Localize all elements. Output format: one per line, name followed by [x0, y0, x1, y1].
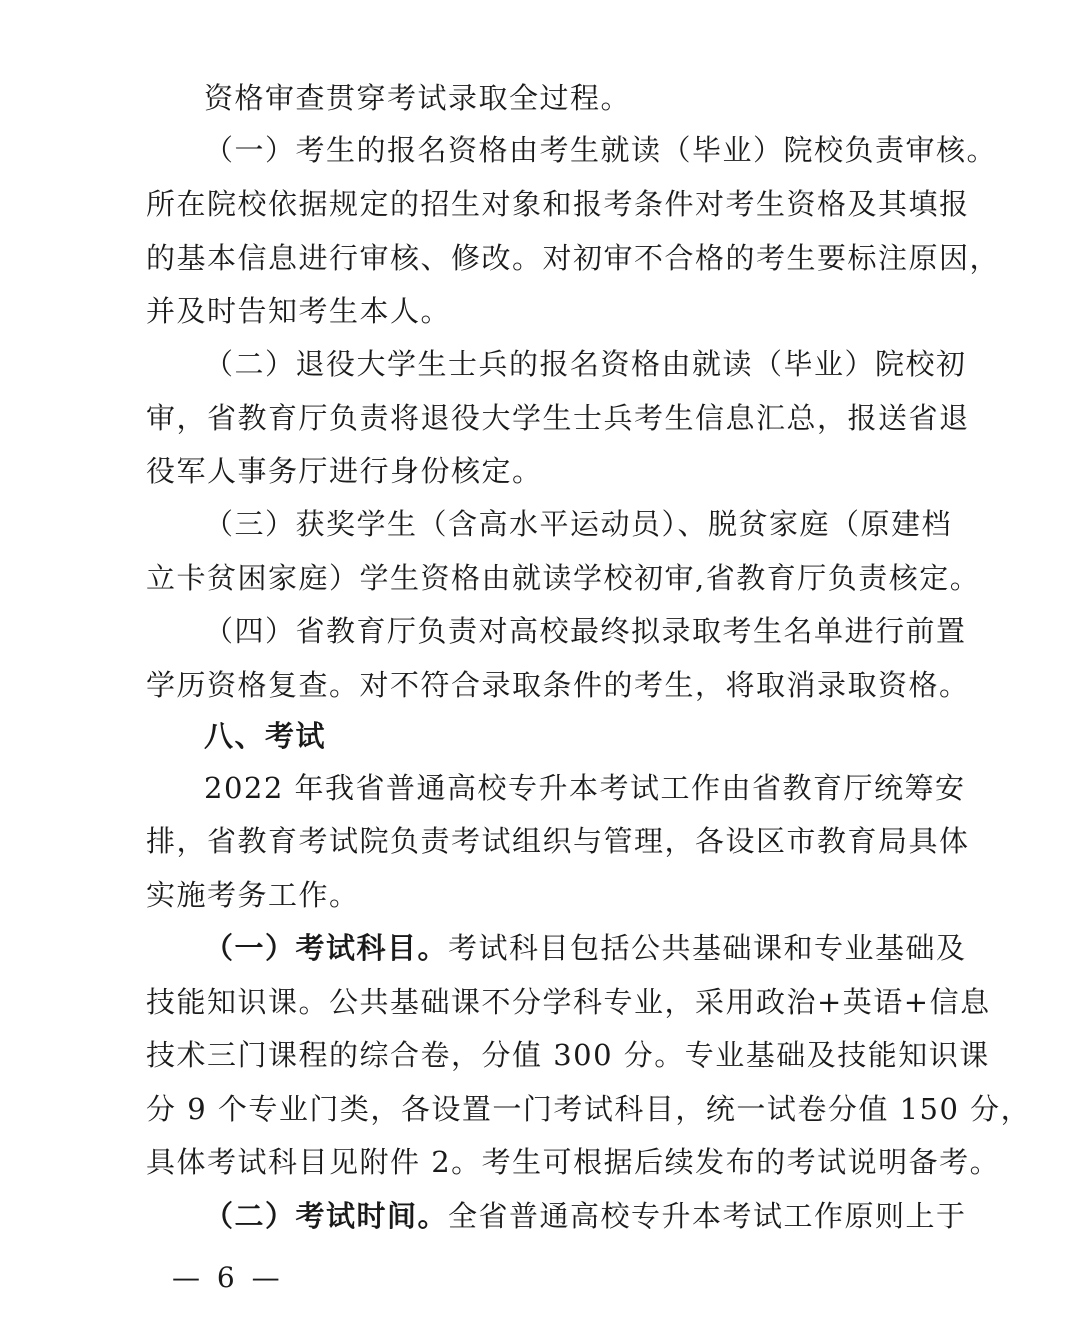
bold-lead-exam-subjects: （一）考试科目。: [204, 931, 449, 965]
paragraph-line: 并及时告知考生本人。: [146, 294, 452, 328]
section-heading: 八、考试: [204, 719, 327, 753]
paragraph-line: 具体考试科目见附件 2。考生可根据后续发布的考试说明备考。: [146, 1145, 1001, 1179]
paragraph-line: [204, 928, 967, 968]
paragraph-line: 的基本信息进行审核、修改。对初审不合格的考生要标注原因，: [146, 241, 1001, 275]
paragraph-line: [204, 1196, 967, 1236]
paragraph-line: （三）获奖学生（含高水平运动员）、脱贫家庭（原建档: [204, 507, 953, 541]
paragraph-text: 全省普通高校专升本考试工作原则上于: [448, 1199, 967, 1233]
paragraph-line: 立卡贫困家庭）学生资格由就读学校初审,省教育厅负责核定。: [146, 561, 981, 595]
paragraph-line: 所在院校依据规定的招生对象和报考条件对考生资格及其填报: [146, 187, 970, 221]
paragraph-line: （四）省教育厅负责对高校最终拟录取考生名单进行前置: [204, 614, 967, 648]
paragraph-text: 考试科目包括公共基础课和专业基础及: [448, 931, 967, 965]
paragraph-line: 技能知识课。公共基础课不分学科专业，采用政治+英语+信息: [146, 985, 991, 1019]
paragraph-line: 实施考务工作。: [146, 878, 360, 912]
paragraph-line: 分 9 个专业门类，各设置一门考试科目，统一试卷分值 150 分，: [146, 1092, 1032, 1126]
paragraph-line: （二）退役大学生士兵的报名资格由就读（毕业）院校初: [204, 347, 967, 381]
paragraph-line: 审，省教育厅负责将退役大学生士兵考生信息汇总，报送省退: [146, 401, 970, 435]
paragraph-line: 役军人事务厅进行身份核定。: [146, 454, 543, 488]
paragraph-line: （一）考生的报名资格由考生就读（毕业）院校负责审核。: [204, 133, 998, 167]
paragraph-line: 2022 年我省普通高校专升本考试工作由省教育厅统筹安: [204, 771, 966, 805]
paragraph-line: 排，省教育考试院负责考试组织与管理，各设区市教育局具体: [146, 824, 970, 858]
page-number: — 6 —: [172, 1261, 284, 1294]
paragraph-line: 学历资格复查。对不符合录取条件的考生，将取消录取资格。: [146, 668, 970, 702]
bold-lead-exam-time: （二）考试时间。: [204, 1199, 449, 1233]
paragraph-line: 资格审查贯穿考试录取全过程。: [204, 81, 632, 115]
paragraph-line: 技术三门课程的综合卷，分值 300 分。专业基础及技能知识课: [146, 1038, 990, 1072]
